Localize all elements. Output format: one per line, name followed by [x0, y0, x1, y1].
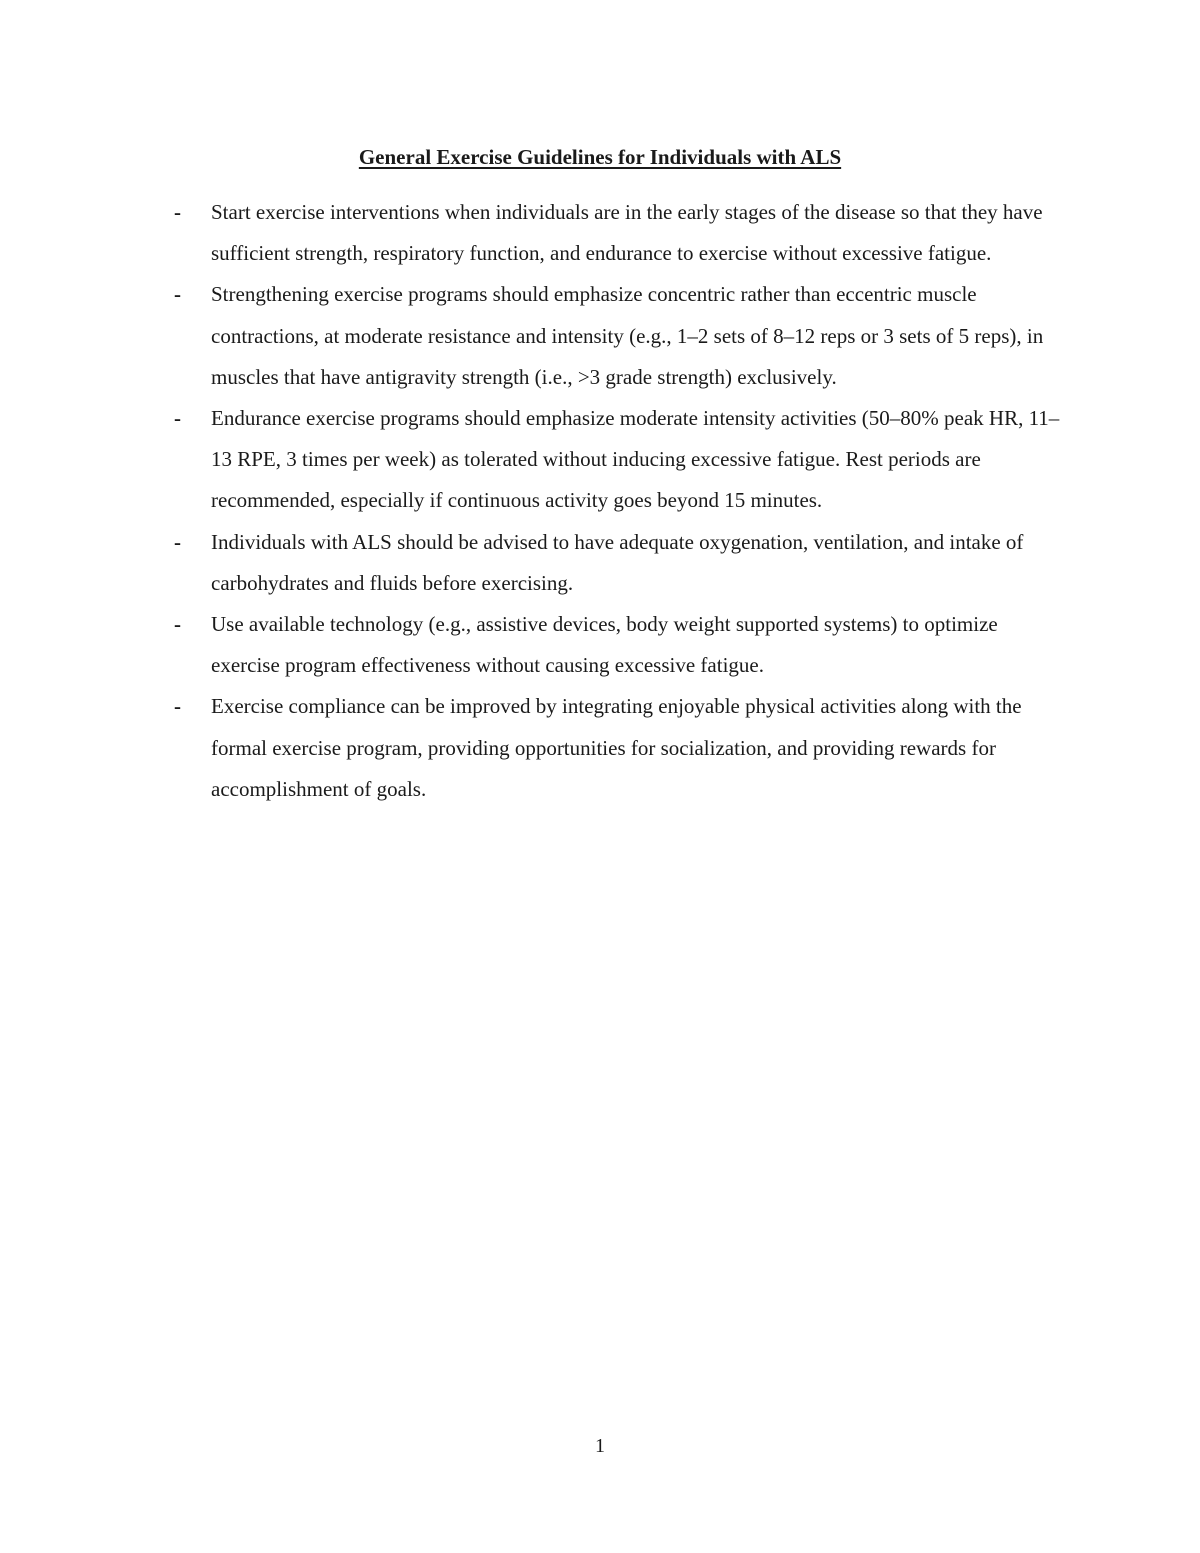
bullet-dash: -	[174, 200, 181, 224]
list-item-text: Exercise compliance can be improved by integrating enjoyable physical activities along with the formal exercise program, providing opportunities for socialization, and providing rewards for accomplishment of goals.	[211, 694, 1022, 801]
list-item-text: Use available technology (e.g., assistive devices, body weight supported systems) to optimize exercise program effectiveness without causing excessive fatigue.	[211, 612, 998, 678]
list-item	[174, 604, 1064, 686]
bullet-dash: -	[174, 694, 181, 719]
bullet-dash: -	[174, 406, 181, 431]
list-item-text: Endurance exercise programs should emphasize moderate intensity activities (50–80% peak HR, 11–13 RPE, 3 times per week) as tolerated without inducing excessive fatigue. Rest periods are recommended, especially if continuous activity goes beyond 15 minutes.	[211, 406, 1060, 513]
list-item	[174, 522, 1064, 604]
guidelines-list	[174, 192, 1064, 810]
bullet-dash: -	[174, 612, 181, 637]
document-title: General Exercise Guidelines for Individuals with ALS	[358, 145, 842, 169]
list-item	[174, 398, 1064, 522]
list-item	[174, 274, 1064, 398]
list-item-text: Individuals with ALS should be advised to have adequate oxygenation, ventilation, and intake of carbohydrates and fluids before exercising.	[211, 529, 1024, 595]
bullet-dash: -	[174, 282, 181, 307]
page-number: 1	[595, 1435, 605, 1457]
list-item-text: Start exercise interventions when individuals are in the early stages of the disease so that they have sufficient strength, respiratory function, and endurance to exercise without excessive fatigue.	[211, 200, 1043, 266]
list-item	[174, 686, 1064, 810]
list-item	[174, 192, 1064, 274]
list-item-text: Strengthening exercise programs should emphasize concentric rather than eccentric muscle contractions, at moderate resistance and intensity (e.g., 1–2 sets of 8–12 reps or 3 sets of 5 reps), in muscles that have antigravity strength (i.e., >3 grade strength) exclusively.	[211, 282, 1044, 389]
bullet-dash: -	[174, 529, 181, 554]
